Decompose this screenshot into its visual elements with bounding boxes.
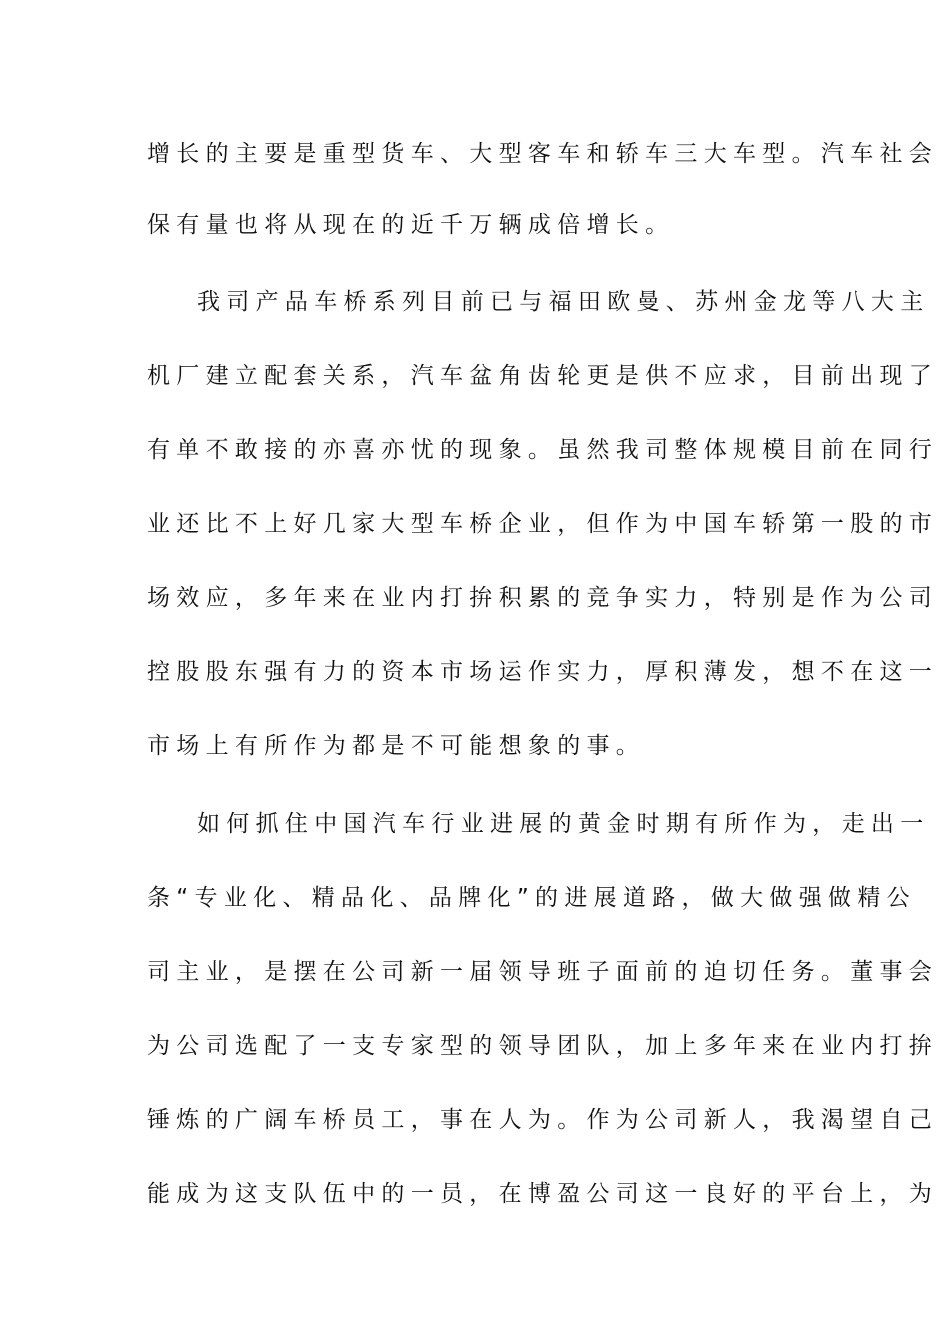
text-line: 锤炼的广阔车桥员工，事在人为。作为公司新人，我渴望自己 [147,1107,939,1133]
text-line: 增长的主要是重型货车、大型客车和轿车三大车型。汽车社会 [147,141,939,167]
text-line: 条“专业化、精品化、品牌化”的进展道路，做大做强做精公 [147,885,916,911]
text-line: 保有量也将从现在的近千万辆成倍增长。 [147,212,675,238]
paragraph-first-line: 我司产品车桥系列目前已与福田欧曼、苏州金龙等八大主 [197,289,930,315]
text-line: 业还比不上好几家大型车桥企业，但作为中国车轿第一股的市 [147,511,939,537]
text-line: 机厂建立配套关系，汽车盆角齿轮更是供不应求，目前出现了 [147,363,939,389]
text-line: 控股股东强有力的资本市场运作实力，厚积薄发，想不在这一 [147,659,939,685]
paragraph-first-line: 如何抓住中国汽车行业进展的黄金时期有所作为，走出一 [197,811,930,837]
text-line: 有单不敢接的亦喜亦忧的现象。虽然我司整体规模目前在同行 [147,437,939,463]
text-line: 市场上有所作为都是不可能想象的事。 [147,733,646,759]
text-line: 场效应，多年来在业内打拚积累的竞争实力，特别是作为公司 [147,585,939,611]
text-line: 为公司选配了一支专家型的领导团队，加上多年来在业内打拚 [147,1033,939,1059]
text-line: 司主业，是摆在公司新一届领导班子面前的迫切任务。董事会 [147,959,939,985]
text-line: 能成为这支队伍中的一员，在博盈公司这一良好的平台上，为 [147,1181,939,1207]
